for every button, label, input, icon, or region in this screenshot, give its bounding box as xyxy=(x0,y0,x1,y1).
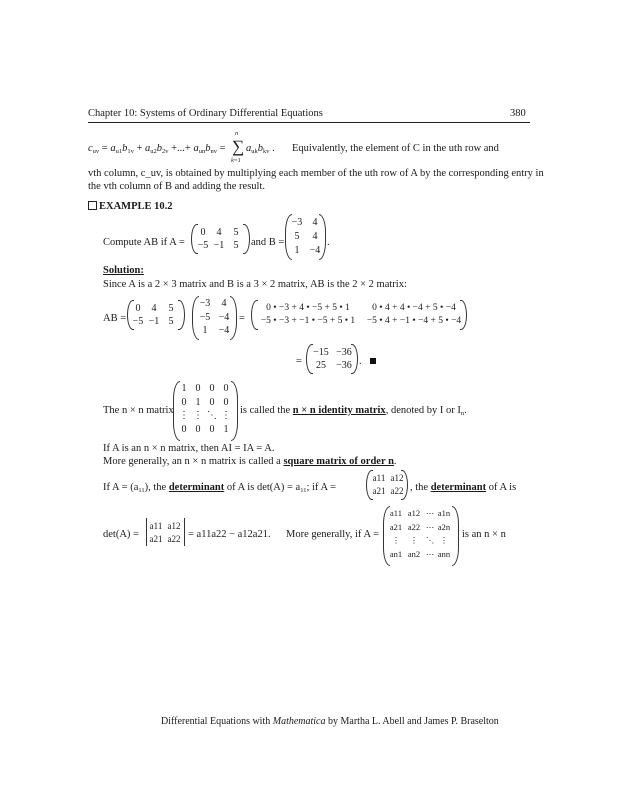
det-prefix: If A = (a xyxy=(103,482,139,493)
end-of-proof-icon xyxy=(364,356,376,367)
identity-cell: 0 xyxy=(195,383,201,394)
ai-line: If A is an n × n matrix, then AI = IA = A. xyxy=(103,443,275,454)
det2-cell: a11 xyxy=(149,521,163,531)
det-term-1: determinant xyxy=(168,482,225,493)
page-number: 380 xyxy=(510,108,526,119)
equals-sign-1: = xyxy=(239,313,245,324)
compute-period: . xyxy=(327,237,330,248)
det-left-bar xyxy=(146,518,147,546)
identity-term: n × n identity matrix xyxy=(292,405,386,416)
det-mid2-sub: 11 xyxy=(300,487,307,494)
ab-matrix-a-cell: 4 xyxy=(151,303,157,314)
example-title: EXAMPLE 10.2 xyxy=(99,201,173,212)
result-period: . xyxy=(359,356,362,367)
nxn-cell: an1 xyxy=(389,549,403,559)
ab-matrix-a-cell: −5 xyxy=(132,316,144,327)
det2-cell: a12 xyxy=(167,521,181,531)
identity-right-paren xyxy=(231,381,238,441)
nxn-cell: ann xyxy=(437,549,451,559)
nxn-cell: ⋮ xyxy=(391,535,401,545)
footer-post: by Martha L. Abell and James P. Braselton xyxy=(328,716,499,727)
ab-matrix-a-cell: 5 xyxy=(168,316,174,327)
a2x2-cell: a12 xyxy=(390,473,404,483)
matrix-b-cell: −3 xyxy=(291,217,303,228)
det-line xyxy=(103,482,336,494)
det-right-bar xyxy=(184,518,185,546)
nxn-cell: a2n xyxy=(437,522,451,532)
matrix-a-cell: 5 xyxy=(233,227,239,238)
identity-prefix: The n × n matrix xyxy=(103,405,174,416)
more-generally: More generally, if A = xyxy=(286,529,380,540)
product-cell: 0 • −3 + 4 • −5 + 5 • 1 xyxy=(266,303,350,313)
product-cell: −5 • 4 + −1 • −4 + 5 • −4 xyxy=(366,316,462,326)
square-term: square matrix of order n xyxy=(283,456,394,467)
matrix-b-cell: 4 xyxy=(312,217,318,228)
footer xyxy=(161,716,499,727)
matrix-b-cell: 5 xyxy=(294,231,300,242)
square-prefix: More generally, an n × n matrix is called a xyxy=(103,456,281,467)
identity-called: is called the xyxy=(240,405,291,416)
ab-label: AB = xyxy=(103,313,127,324)
intro-line2: vth column, c_uv, is obtained by multiplying each member of the uth row of A by the corresponding entry in xyxy=(88,168,544,179)
result-cell: −36 xyxy=(336,347,352,358)
result-cell: −15 xyxy=(313,347,329,358)
nxn-tail: is an n × n xyxy=(462,529,506,540)
nxn-cell: an2 xyxy=(407,549,421,559)
ab-matrix-b-cell: 4 xyxy=(221,298,227,309)
nxn-cell: ⋮ xyxy=(439,535,449,545)
a2x2-cell: a11 xyxy=(372,473,386,483)
identity-cell: 0 xyxy=(195,424,201,435)
det-mid2: of A is det(A) = a xyxy=(226,482,301,493)
identity-cell: 0 xyxy=(209,383,215,394)
matrix-b-cell: 1 xyxy=(294,245,300,256)
identity-denoted-sub: n xyxy=(460,410,465,417)
nxn-cell: a1n xyxy=(437,508,451,518)
identity-cell: 0 xyxy=(181,397,187,408)
a2x2-cell: a22 xyxy=(390,486,404,496)
identity-cell: 0 xyxy=(209,424,215,435)
footer-italic: Mathematica xyxy=(272,716,326,727)
ab-matrix-b-cell: −4 xyxy=(218,312,230,323)
matrix-a xyxy=(197,225,249,253)
ab-matrix-b-cell: −5 xyxy=(199,312,211,323)
det2-formula: = a11a22 − a12a21. xyxy=(188,529,271,540)
nxn-cell: ⋯ xyxy=(425,522,435,532)
identity-cell: 1 xyxy=(223,424,229,435)
det-mid4: , the xyxy=(410,482,429,493)
a2x2-cell: a21 xyxy=(372,486,386,496)
product-cell: 0 • 4 + 4 • −4 + 5 • −4 xyxy=(372,303,456,313)
result-cell: 25 xyxy=(316,360,326,371)
nxn-cell: a11 xyxy=(390,508,402,518)
matrix-b-cell: −4 xyxy=(309,245,321,256)
det2-cell: a22 xyxy=(167,534,181,544)
identity-cell: ⋮ xyxy=(193,410,203,421)
intro-line3: the vth column of B and adding the result. xyxy=(88,181,266,192)
identity-cell: 0 xyxy=(209,397,215,408)
ab-matrix-a-cell: 0 xyxy=(135,303,141,314)
nxn-cell: ⋱ xyxy=(425,535,435,545)
det2-matrix xyxy=(148,519,184,547)
identity-cell: ⋮ xyxy=(221,410,231,421)
nxn-cell: ⋯ xyxy=(425,549,435,559)
det2-cell: a21 xyxy=(149,534,163,544)
det-mid3: ; if A = xyxy=(306,482,337,493)
nxn-cell: a22 xyxy=(407,522,421,532)
checkbox-icon xyxy=(88,201,97,210)
compute-prefix: Compute AB if A = xyxy=(103,237,185,248)
matrix-a-cell: −1 xyxy=(213,240,225,251)
matrix-b-cell: 4 xyxy=(312,231,318,242)
identity-denoted: , denoted by I or I xyxy=(385,405,461,416)
solution-text: Since A is a 2 × 3 matrix and B is a 3 × 2 matrix, AB is the 2 × 2 matrix: xyxy=(103,279,407,290)
identity-cell: 0 xyxy=(223,397,229,408)
identity-cell: 1 xyxy=(195,397,201,408)
and-b-label: and B = xyxy=(251,237,285,248)
result-cell: −36 xyxy=(336,360,352,371)
ab-matrix-a-cell: −1 xyxy=(148,316,160,327)
ab-matrix-b-cell: −3 xyxy=(199,298,211,309)
identity-cell: 0 xyxy=(181,424,187,435)
matrix-a-cell: 5 xyxy=(233,240,239,251)
footer-pre: Differential Equations with xyxy=(161,716,271,727)
solution-label: Solution: xyxy=(103,265,144,276)
product-cell: −5 • −3 + −1 • −5 + 5 • 1 xyxy=(260,316,356,326)
ab-matrix-b-cell: −4 xyxy=(218,325,230,336)
det2-label: det(A) = xyxy=(103,529,139,540)
ab-matrix-a xyxy=(132,301,184,329)
product-matrix xyxy=(256,301,466,329)
example-heading xyxy=(88,201,173,212)
matrix-a-cell: 4 xyxy=(216,227,222,238)
identity-cell: 1 xyxy=(181,383,187,394)
identity-cell: ⋮ xyxy=(179,410,189,421)
ab-matrix-a-cell: 5 xyxy=(168,303,174,314)
matrix-a-cell: −5 xyxy=(197,240,209,251)
det-mid1: ), the xyxy=(144,482,167,493)
running-header-title: Chapter 10: Systems of Ordinary Differential Equations xyxy=(88,108,323,119)
intro-line1-tail: Equivalently, the element of C in the uth row and xyxy=(292,143,499,154)
nxn-cell: a21 xyxy=(389,522,403,532)
matrix-a-cell: 0 xyxy=(200,227,206,238)
det-tail-text: of A is xyxy=(488,482,517,493)
det-tail xyxy=(410,482,516,493)
det-sub: 11 xyxy=(138,487,145,494)
identity-matrix xyxy=(178,382,238,440)
square-matrix-line: More generally, an n × n matrix is called a square matrix of order n. xyxy=(103,456,397,467)
sum-formula: $c_{uv} = a_{u1}b_{1v} + a_{u2}b_{2v}$ +...+ $a_{un}b_{nv}$ = ∑ n k=1 $a_{uk}b_{kv}$ . Equivalently, the element of C in the uth row and xyxy=(88,130,499,164)
nxn-cell: a12 xyxy=(407,508,421,518)
identity-cell: ⋱ xyxy=(207,410,217,421)
ab-matrix-b-cell: 1 xyxy=(202,325,208,336)
header-rule xyxy=(88,122,530,123)
nxn-cell: ⋯ xyxy=(425,508,435,518)
identity-cell: 0 xyxy=(223,383,229,394)
nxn-cell: ⋮ xyxy=(409,535,419,545)
nxn-right-paren xyxy=(452,506,459,566)
det-term-2: determinant xyxy=(430,482,487,493)
equals-sign-2: = xyxy=(296,356,302,367)
nxn-matrix xyxy=(388,507,460,565)
identity-text: is called the n × n identity matrix, denoted by I or $I_n$. xyxy=(240,405,467,417)
